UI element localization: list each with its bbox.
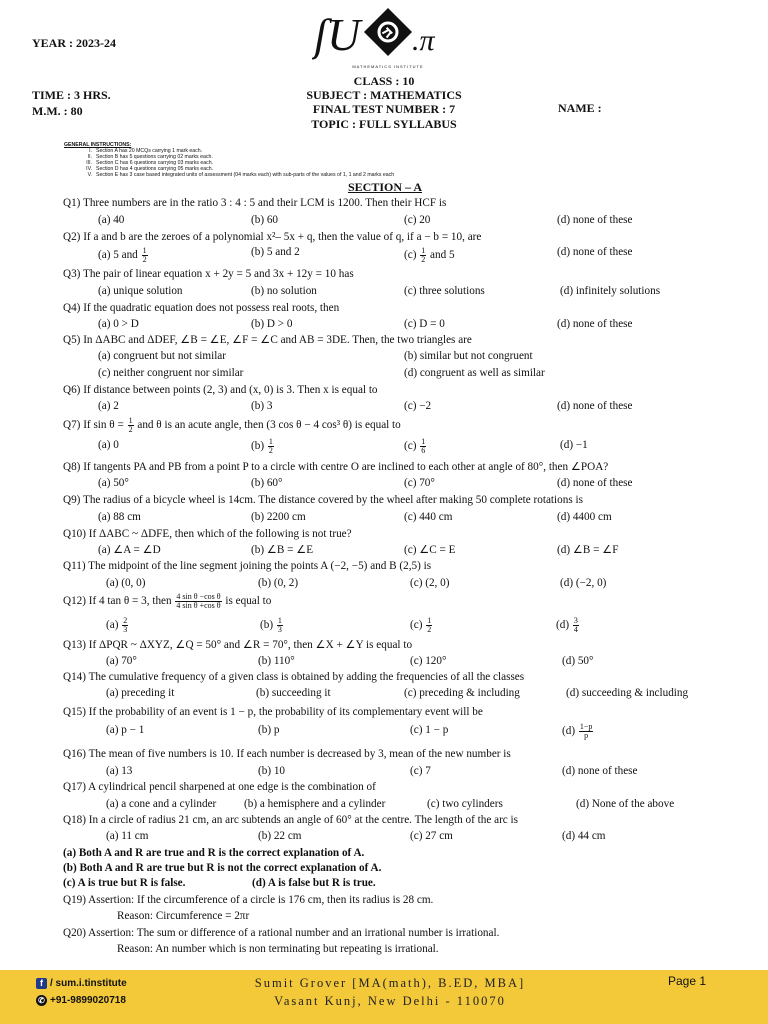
q8-option-a: (a) 50° bbox=[98, 477, 129, 489]
instruction-number: I. bbox=[89, 148, 92, 154]
q15-option-c: (c) 1 − p bbox=[410, 724, 449, 736]
question-6: Q6) If distance between points (2, 3) and (x, 0) is 3. Then x is equal to bbox=[63, 384, 378, 396]
q6-option-c: (c) −2 bbox=[404, 400, 432, 412]
q17-option-b: (b) a hemisphere and a cylinder bbox=[244, 798, 386, 810]
q14-option-b: (b) succeeding it bbox=[256, 687, 331, 699]
q12-option-b bbox=[260, 617, 284, 634]
fraction-numerator: 1 bbox=[277, 616, 282, 625]
q16-option-a: (a) 13 bbox=[106, 765, 133, 777]
q1-option-c: (c) 20 bbox=[404, 214, 431, 226]
footer-address: Vasant Kunj, New Delhi - 110070 bbox=[274, 994, 506, 1008]
q13-option-b: (b) 110° bbox=[258, 655, 295, 667]
q12-option-c bbox=[410, 617, 433, 634]
q12-option-a bbox=[106, 617, 129, 634]
q6-option-a: (a) 2 bbox=[98, 400, 119, 412]
option-prefix: (d) bbox=[556, 619, 570, 632]
fraction bbox=[128, 417, 134, 434]
q11-option-a: (a) (0, 0) bbox=[106, 577, 146, 589]
name-label: NAME : bbox=[558, 101, 602, 115]
q10-option-d: (d) ∠B = ∠F bbox=[557, 544, 619, 556]
q15-option-d bbox=[562, 723, 594, 740]
fraction bbox=[268, 438, 274, 455]
q5-option-c: (c) neither congruent nor similar bbox=[98, 367, 244, 379]
instruction-number: V. bbox=[87, 172, 92, 178]
fraction-numerator: 1 bbox=[128, 416, 133, 425]
social-handle[interactable] bbox=[36, 978, 127, 989]
q16-option-b: (b) 10 bbox=[258, 765, 286, 777]
q3-option-b: (b) no solution bbox=[251, 285, 317, 297]
question-2: Q2) If a and b are the zeroes of a polynomial x²– 5x + q, then the value of q, if a − b = 10, are bbox=[63, 231, 482, 243]
q1-option-a: (a) 40 bbox=[98, 214, 125, 226]
fraction-numerator: 1 bbox=[427, 616, 432, 625]
ar-option-d: (d) A is false but R is true. bbox=[252, 877, 376, 889]
q4-option-a: (a) 0 > D bbox=[98, 318, 139, 330]
option-prefix: (c) bbox=[404, 440, 417, 453]
fraction-denominator: 3 bbox=[123, 625, 128, 634]
question-12 bbox=[63, 593, 271, 610]
fraction-numerator: 1 bbox=[421, 437, 426, 446]
question-17: Q17) A cylindrical pencil sharpened at one edge is the combination of bbox=[63, 781, 376, 793]
fraction bbox=[420, 438, 426, 455]
fraction-numerator: 1 bbox=[142, 246, 147, 255]
q4-option-c: (c) D = 0 bbox=[404, 318, 445, 330]
q15-option-a: (a) p − 1 bbox=[106, 724, 145, 736]
instruction-text: Section B has 5 questions carrying 02 marks each. bbox=[96, 154, 213, 160]
fraction-numerator: 1 bbox=[421, 246, 426, 255]
fraction bbox=[573, 617, 579, 634]
q6-option-d: (d) none of these bbox=[557, 400, 633, 412]
q10-option-c: (c) ∠C = E bbox=[404, 544, 456, 556]
q1-option-d: (d) none of these bbox=[557, 214, 633, 226]
q11-option-d: (d) (−2, 0) bbox=[560, 577, 607, 589]
fraction-denominator: 2 bbox=[421, 255, 426, 264]
question-7 bbox=[63, 417, 401, 434]
ar-option-c: (c) A is true but R is false. bbox=[63, 877, 186, 889]
q8-option-c: (c) 70° bbox=[404, 477, 435, 489]
instruction-number: IV. bbox=[86, 166, 92, 172]
instruction-number: III. bbox=[86, 160, 92, 166]
fraction-denominator: 3 bbox=[277, 625, 282, 634]
q18-option-d: (d) 44 cm bbox=[562, 830, 606, 842]
question-14: Q14) The cumulative frequency of a given class is obtained by adding the frequencies of all the classes bbox=[63, 671, 525, 683]
fraction-numerator: 1−p bbox=[579, 722, 593, 731]
option-prefix: (c) bbox=[404, 249, 417, 262]
question-3: Q3) The pair of linear equation x + 2y = 5 and 3x + 12y = 10 has bbox=[63, 268, 354, 280]
q7-option-a: (a) 0 bbox=[98, 439, 119, 451]
q10-option-a: (a) ∠A = ∠D bbox=[98, 544, 161, 556]
q1-option-b: (b) 60 bbox=[251, 214, 279, 226]
fraction-denominator: 4 bbox=[573, 625, 578, 634]
fraction bbox=[142, 247, 148, 264]
q18-option-c: (c) 27 cm bbox=[410, 830, 453, 842]
ar-option-a: (a) Both A and R are true and R is the correct explanation of A. bbox=[63, 847, 365, 859]
option-suffix: and 5 bbox=[430, 249, 455, 262]
q13-option-a: (a) 70° bbox=[106, 655, 137, 667]
q11-option-b: (b) (0, 2) bbox=[258, 577, 299, 589]
footer-author: Sumit Grover [MA(math), B.ED, MBA] bbox=[254, 976, 526, 990]
q8-option-d: (d) none of these bbox=[557, 477, 633, 489]
fraction-numerator: 1 bbox=[268, 437, 273, 446]
test-number-label: FINAL TEST NUMBER : 7 bbox=[312, 102, 456, 116]
question-19-reason: Reason: Circumference = 2πr bbox=[117, 910, 250, 922]
fraction-numerator: 3 bbox=[573, 616, 578, 625]
q2-option-c bbox=[404, 247, 455, 264]
instruction-text: Section E has 3 case based integrated units of assessment (04 marks each) with sub-parts of the values of 1, 1 and 2 marks each bbox=[96, 172, 395, 178]
question-19-assertion: Q19) Assertion: If the circumference of a circle is 176 cm, then its radius is 28 cm. bbox=[63, 894, 434, 906]
q9-option-d: (d) 4400 cm bbox=[557, 511, 612, 523]
q14-option-c: (c) preceding & including bbox=[404, 687, 520, 699]
question-9: Q9) The radius of a bicycle wheel is 14cm. The distance covered by the wheel after making 50 complete rotations is bbox=[63, 494, 583, 506]
q17-option-a: (a) a cone and a cylinder bbox=[106, 798, 217, 810]
q4-option-d: (d) none of these bbox=[557, 318, 633, 330]
phone-icon: ✆ bbox=[36, 995, 47, 1006]
question-8: Q8) If tangents PA and PB from a point P to a circle with centre O are inclined to each other at angle of 80°, then ∠POA? bbox=[63, 461, 609, 473]
q3-option-c: (c) three solutions bbox=[404, 285, 485, 297]
institute-logo bbox=[312, 6, 458, 70]
phone-number[interactable] bbox=[36, 995, 126, 1006]
instruction-text: Section C has 6 questions carrying 03 marks each. bbox=[96, 160, 214, 166]
fraction bbox=[122, 617, 128, 634]
fraction-denominator: 2 bbox=[427, 625, 432, 634]
option-prefix: (a) bbox=[106, 619, 119, 632]
q13-option-c: (c) 120° bbox=[410, 655, 447, 667]
fraction-denominator: 2 bbox=[142, 255, 147, 264]
fraction bbox=[175, 593, 221, 610]
question-10: Q10) If ΔABC ~ ΔDFE, then which of the following is not true? bbox=[63, 528, 352, 540]
option-prefix: (c) bbox=[410, 619, 423, 632]
q15-option-b: (b) p bbox=[258, 724, 280, 736]
svg-text:.π: .π bbox=[412, 24, 435, 57]
question-1: Q1) Three numbers are in the ratio 3 : 4 : 5 and their LCM is 1200. Then their HCF is bbox=[63, 197, 447, 209]
question-text: Q7) If sin θ = bbox=[63, 419, 124, 432]
instruction-number: II. bbox=[87, 154, 92, 160]
instructions-title: GENERAL INSTRUCTIONS: bbox=[64, 142, 132, 148]
footer-bar bbox=[0, 970, 768, 1024]
fraction-numerator: 2 bbox=[123, 616, 128, 625]
option-prefix: (d) bbox=[562, 725, 576, 738]
q12-option-d bbox=[556, 617, 580, 634]
instruction-text: Section D has 4 questions carrying 05 marks each. bbox=[96, 166, 214, 172]
q10-option-b: (b) ∠B = ∠E bbox=[251, 544, 314, 556]
section-title: SECTION – A bbox=[347, 180, 423, 194]
q3-option-d: (d) infinitely solutions bbox=[560, 285, 661, 297]
q4-option-b: (b) D > 0 bbox=[251, 318, 293, 330]
q18-option-b: (b) 22 cm bbox=[258, 830, 302, 842]
q16-option-c: (c) 7 bbox=[410, 765, 431, 777]
q2-option-a bbox=[98, 247, 149, 264]
question-15: Q15) If the probability of an event is 1 − p, the probability of its complementary event will be bbox=[63, 706, 483, 718]
social-handle-text: / sum.i.tinstitute bbox=[50, 978, 127, 990]
facebook-icon: f bbox=[36, 978, 47, 989]
fraction-denominator: 2 bbox=[128, 425, 133, 434]
q9-option-c: (c) 440 cm bbox=[404, 511, 453, 523]
fraction bbox=[277, 617, 283, 634]
option-prefix: (b) bbox=[251, 440, 265, 453]
question-18: Q18) In a circle of radius 21 cm, an arc subtends an angle of 60° at the centre. The length of the arc is bbox=[63, 814, 519, 826]
q2-option-b: (b) 5 and 2 bbox=[251, 246, 300, 258]
q5-option-d: (d) congruent as well as similar bbox=[404, 367, 545, 379]
fraction bbox=[579, 723, 594, 740]
question-text: Q12) If 4 tan θ = 3, then bbox=[63, 595, 172, 608]
option-prefix: (b) bbox=[260, 619, 274, 632]
q17-option-d: (d) None of the above bbox=[576, 798, 675, 810]
fraction bbox=[426, 617, 432, 634]
instructions-list bbox=[64, 148, 484, 182]
q3-option-a: (a) unique solution bbox=[98, 285, 183, 297]
phone-number-text: +91-9899020718 bbox=[50, 995, 126, 1007]
q7-option-d: (d) −1 bbox=[560, 439, 588, 451]
q6-option-b: (b) 3 bbox=[251, 400, 273, 412]
q5-option-b: (b) similar but not congruent bbox=[404, 350, 533, 362]
fraction-denominator: 2 bbox=[268, 446, 273, 455]
q17-option-c: (c) two cylinders bbox=[427, 798, 503, 810]
q9-option-b: (b) 2200 cm bbox=[251, 511, 306, 523]
question-20-assertion: Q20) Assertion: The sum or difference of a rational number and an irrational number is irrational. bbox=[63, 927, 500, 939]
q13-option-d: (d) 50° bbox=[562, 655, 594, 667]
q14-option-d: (d) succeeding & including bbox=[566, 687, 689, 699]
fraction-denominator: 6 bbox=[421, 446, 426, 455]
q7-option-c bbox=[404, 438, 427, 455]
svg-text:ʃU: ʃU bbox=[314, 9, 361, 60]
max-marks-label: M.M. : 80 bbox=[32, 104, 83, 118]
fraction-numerator: 4 sin θ −cos θ bbox=[176, 592, 221, 601]
ar-option-b: (b) Both A and R are true but R is not the correct explanation of A. bbox=[63, 862, 382, 874]
option-prefix: (a) 5 and bbox=[98, 249, 138, 262]
q2-option-d: (d) none of these bbox=[557, 246, 633, 258]
q9-option-a: (a) 88 cm bbox=[98, 511, 141, 523]
fraction-denominator: 4 sin θ +cos θ bbox=[176, 601, 221, 610]
question-5: Q5) In ΔABC and ΔDEF, ∠B = ∠E, ∠F = ∠C and AB = 3DE. Then, the two triangles are bbox=[63, 334, 472, 346]
q7-option-b bbox=[251, 438, 275, 455]
year-label: YEAR : 2023-24 bbox=[32, 36, 116, 50]
question-11: Q11) The midpoint of the line segment joining the points A (−2, −5) and B (2,5) is bbox=[63, 560, 432, 572]
time-label: TIME : 3 HRS. bbox=[32, 88, 111, 102]
q5-option-a: (a) congruent but not similar bbox=[98, 350, 227, 362]
q14-option-a: (a) preceding it bbox=[106, 687, 175, 699]
fraction bbox=[420, 247, 426, 264]
instruction-text: Section A has 20 MCQs carrying 1 mark each. bbox=[96, 148, 203, 154]
question-text: and θ is an acute angle, then (3 cos θ − 4 cos³ θ) is equal to bbox=[137, 419, 401, 432]
fraction-denominator: p bbox=[584, 731, 589, 740]
page-number: Page 1 bbox=[668, 974, 707, 988]
q8-option-b: (b) 60° bbox=[251, 477, 283, 489]
question-16: Q16) The mean of five numbers is 10. If each number is decreased by 3, mean of the new number is bbox=[63, 748, 511, 760]
question-20-reason: Reason: An number which is non terminating but repeating is irrational. bbox=[117, 943, 439, 955]
q18-option-a: (a) 11 cm bbox=[106, 830, 149, 842]
question-13: Q13) If ΔPQR ~ ΔXYZ, ∠Q = 50° and ∠R = 70°, then ∠X + ∠Y is equal to bbox=[63, 639, 413, 651]
topic-label: TOPIC : FULL SYLLABUS bbox=[311, 117, 457, 131]
class-label: CLASS : 10 bbox=[353, 74, 415, 88]
question-text: is equal to bbox=[225, 595, 272, 608]
q11-option-c: (c) (2, 0) bbox=[410, 577, 450, 589]
logo-tagline: MATHEMATICS INSTITUTE bbox=[352, 64, 424, 69]
instruction-item bbox=[64, 172, 484, 178]
subject-label: SUBJECT : MATHEMATICS bbox=[306, 88, 462, 102]
question-4: Q4) If the quadratic equation does not possess real roots, then bbox=[63, 302, 340, 314]
q16-option-d: (d) none of these bbox=[562, 765, 638, 777]
